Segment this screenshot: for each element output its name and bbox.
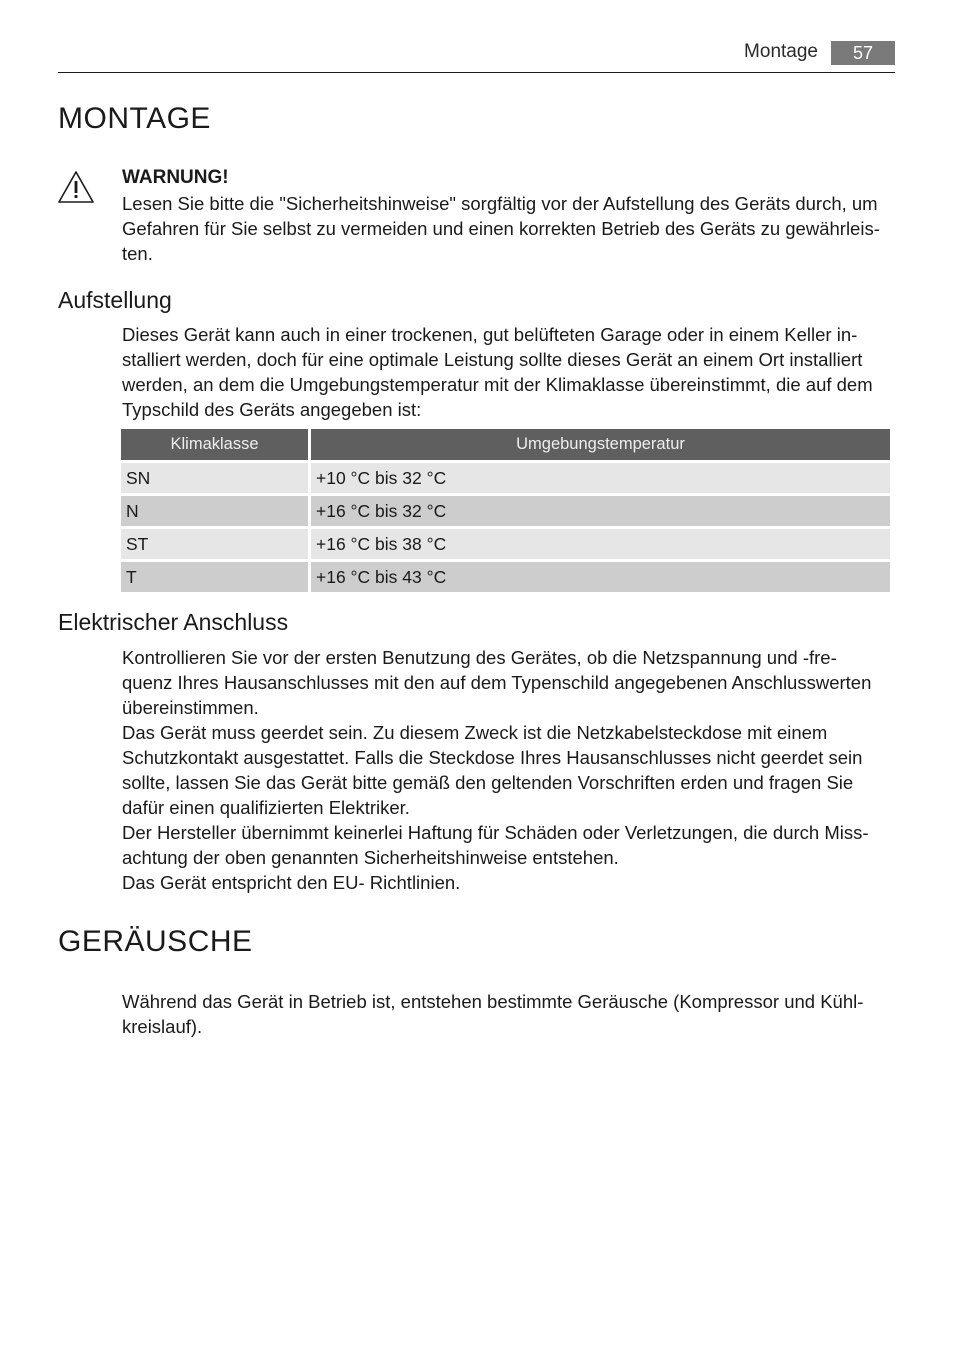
text-line: ten. [122,243,153,264]
text-line: Kontrollieren Sie vor der ersten Benutzung des Gerätes, ob die Netzspannung und -fre- [122,647,837,668]
text-line: stalliert werden, doch für eine optimale Leistung sollte dieses Gerät an einem Ort installiert [122,349,863,370]
warning-triangle-icon [57,170,95,204]
text-line: Schutzkontakt ausgestattet. Falls die Steckdose Ihres Hausanschlusses nicht geerdet sein [122,747,863,768]
geraeusche-text [122,989,897,1039]
table-row [121,562,890,592]
text-line: kreislauf). [122,1016,203,1037]
subsection-title-aufstellung: Aufstellung [58,287,172,313]
text-line: achtung der oben genannten Sicherheitshinweise entstehen. [122,847,619,868]
anschluss-text [122,645,897,895]
text-line: Lesen Sie bitte die "Sicherheitshinweise" sorgfältig vor der Aufstellung des Geräts durch, um [122,193,878,214]
text-line: Dieses Gerät kann auch in einer trockenen, gut belüfteten Garage oder in einem Keller in- [122,324,858,345]
table-cell: +10 °C bis 32 °C [311,463,890,493]
climate-class-table [118,426,893,595]
text-line: Der Hersteller übernimmt keinerlei Haftung für Schäden oder Verletzungen, die durch Miss- [122,822,869,843]
table-cell: N [121,496,308,526]
column-header-klimaklasse: Klimaklasse [121,429,308,460]
text-line: Das Gerät entspricht den EU- Richtlinien. [122,872,461,893]
table-cell: T [121,562,308,592]
table-cell: +16 °C bis 43 °C [311,562,890,592]
page-number: 57 [831,41,895,65]
column-header-umgebungstemperatur: Umgebungstemperatur [311,429,890,460]
text-line: sollte, lassen Sie das Gerät bitte gemäß den geltenden Vorschriften erden und fragen Sie [122,772,854,793]
table-cell: ST [121,529,308,559]
table-row [121,463,890,493]
page-header [58,40,895,73]
table-cell: +16 °C bis 32 °C [311,496,890,526]
table-cell: +16 °C bis 38 °C [311,529,890,559]
section-title-geraeusche: GERÄUSCHE [58,925,253,958]
text-line: Während das Gerät in Betrieb ist, entstehen bestimmte Geräusche (Kompressor und Kühl- [122,991,864,1012]
text-line: Das Gerät muss geerdet sein. Zu diesem Zweck ist die Netzkabelsteckdose mit einem [122,722,828,743]
subsection-title-anschluss: Elektrischer Anschluss [58,609,289,635]
text-line: Typschild des Geräts angegeben ist: [122,399,422,420]
section-title-montage: MONTAGE [58,102,211,135]
running-head: Montage [744,41,818,62]
warning-text [122,191,897,266]
text-line: werden, an dem die Umgebungstemperatur mit der Klimaklasse übereinstimmt, die auf dem [122,374,873,395]
table-row [121,529,890,559]
text-line: dafür einen qualifizierten Elektriker. [122,797,410,818]
warning-title: WARNUNG! [122,167,229,188]
text-line: übereinstimmen. [122,697,259,718]
text-line: Gefahren für Sie selbst zu vermeiden und einen korrekten Betrieb des Geräts zu gewährleis- [122,218,880,239]
table-row [121,496,890,526]
table-cell: SN [121,463,308,493]
aufstellung-text [122,322,897,422]
table-header-row [121,429,890,460]
text-line: quenz Ihres Hausanschlusses mit den auf dem Typenschild angegebenen Anschlusswerten [122,672,872,693]
